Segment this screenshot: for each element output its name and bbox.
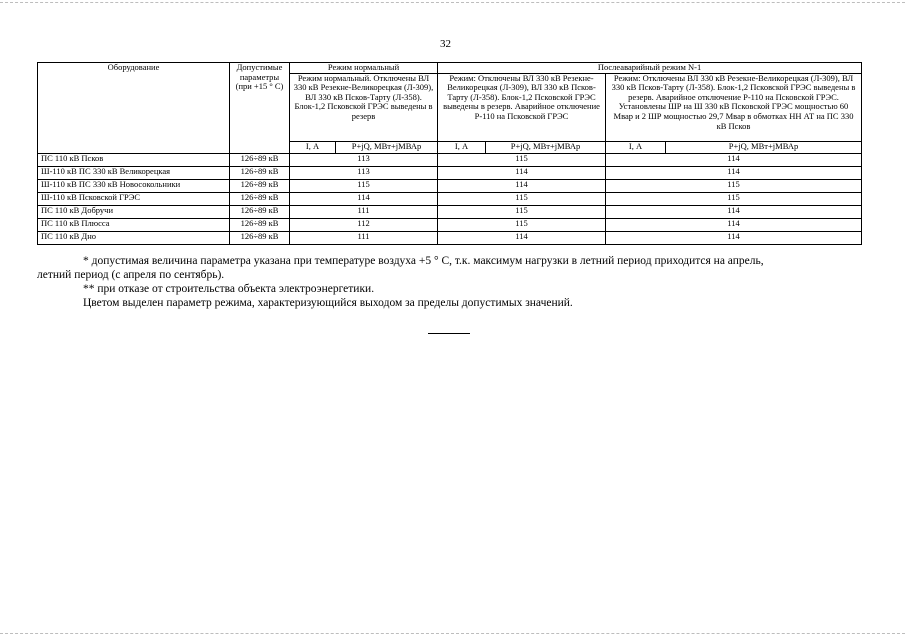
header-emergency-mode: Послеаварийный режим N-1 — [438, 63, 862, 74]
row-limit: 126÷89 кВ — [230, 231, 290, 244]
row-limit: 126÷89 кВ — [230, 192, 290, 205]
table-row — [38, 153, 862, 166]
table-row — [38, 179, 862, 192]
table-row — [38, 231, 862, 244]
row-limit: 126÷89 кВ — [230, 179, 290, 192]
row-normal-value: 111 — [290, 231, 438, 244]
row-normal-value: 113 — [290, 153, 438, 166]
scan-edge-top — [0, 2, 905, 3]
scan-edge-bottom — [0, 633, 905, 634]
row-equipment-name: ПС 110 кВ Плюсса — [38, 218, 230, 231]
table-row — [38, 166, 862, 179]
header-current-normal: I, А — [290, 141, 336, 153]
page-number: 32 — [440, 38, 451, 50]
row-limit: 126÷89 кВ — [230, 205, 290, 218]
header-power-normal: P+jQ, МВт+jМВАр — [336, 141, 438, 153]
row-limit: 126÷89 кВ — [230, 166, 290, 179]
header-limits: Допустимые параметры (при +15 ° С) — [230, 63, 290, 154]
footnote-2: ** при отказе от строительства объекта электроэнергетики. — [83, 283, 375, 295]
row-emergency-1-value: 115 — [438, 218, 606, 231]
table-row — [38, 192, 862, 205]
header-current-emergency-2: I, А — [606, 141, 666, 153]
row-equipment-name: Ш-110 кВ Псковской ГРЭС — [38, 192, 230, 205]
footnote-3: Цветом выделен параметр режима, характеризующийся выходом за пределы допустимых значений. — [83, 297, 573, 309]
header-emergency-1-description: Режим: Отключены ВЛ 330 кВ Резекне-Великорецкая (Л-309), ВЛ 330 кВ Псков-Тарту (Л-358). Блок-1,2 Псковской ГРЭС выведены в резерв. Аварийное отключение Р-110 на Псковской ГРЭС — [438, 73, 606, 141]
row-equipment-name: ПС 110 кВ Псков — [38, 153, 230, 166]
footnotes — [37, 254, 861, 310]
row-equipment-name: ПС 110 кВ Добручи — [38, 205, 230, 218]
row-emergency-1-value: 115 — [438, 205, 606, 218]
row-emergency-2-value: 114 — [606, 218, 862, 231]
row-emergency-2-value: 115 — [606, 192, 862, 205]
row-emergency-2-value: 114 — [606, 166, 862, 179]
footnote-1-line-1: * допустимая величина параметра указана при температуре воздуха +5 ° С, т.к. максимум нагрузки в летний период приходится на апрель, — [83, 255, 764, 267]
row-emergency-1-value: 115 — [438, 192, 606, 205]
header-power-emergency-2: P+jQ, МВт+jМВАр — [666, 141, 862, 153]
table-row — [38, 218, 862, 231]
row-normal-value: 113 — [290, 166, 438, 179]
row-emergency-1-value: 115 — [438, 153, 606, 166]
row-normal-value: 111 — [290, 205, 438, 218]
row-normal-value: 112 — [290, 218, 438, 231]
table-row — [38, 205, 862, 218]
row-normal-value: 114 — [290, 192, 438, 205]
row-equipment-name: Ш-110 кВ ПС 330 кВ Новосокольники — [38, 179, 230, 192]
section-divider — [428, 333, 470, 334]
header-current-emergency-1: I, А — [438, 141, 486, 153]
row-emergency-2-value: 114 — [606, 205, 862, 218]
voltage-table — [37, 62, 862, 245]
header-emergency-2-description: Режим: Отключены ВЛ 330 кВ Резекне-Великорецкая (Л-309), ВЛ 330 кВ Псков-Тарту (Л-358). Блок-1,2 Псковской ГРЭС выведены в резерв. Аварийное отключение Р-110 на Псковской ГРЭС. Установлены ШР на Ш 330 кВ Псковской ГРЭС мощностью 60 Мвар и 2 ШР мощностью 29,7 Мвар в обмотках НН АТ на ПС 330 кВ Псков — [606, 73, 862, 141]
row-normal-value: 115 — [290, 179, 438, 192]
row-limit: 126÷89 кВ — [230, 218, 290, 231]
header-power-emergency-1: P+jQ, МВт+jМВАр — [486, 141, 606, 153]
row-limit: 126÷89 кВ — [230, 153, 290, 166]
footnote-1-line-2: летний период (с апреля по сентябрь). — [37, 269, 225, 281]
row-emergency-1-value: 114 — [438, 179, 606, 192]
row-equipment-name: ПС 110 кВ Дно — [38, 231, 230, 244]
row-emergency-1-value: 114 — [438, 231, 606, 244]
row-emergency-1-value: 114 — [438, 166, 606, 179]
row-emergency-2-value: 114 — [606, 153, 862, 166]
row-emergency-2-value: 114 — [606, 231, 862, 244]
row-emergency-2-value: 115 — [606, 179, 862, 192]
header-equipment: Оборудование — [38, 63, 230, 154]
row-equipment-name: Ш-110 кВ ПС 330 кВ Великорецкая — [38, 166, 230, 179]
header-normal-description: Режим нормальный. Отключены ВЛ 330 кВ Резекне-Великорецкая (Л-309), ВЛ 330 кВ Псков-Тарту (Л-358). Блок-1,2 Псковской ГРЭС выведены в резерв — [290, 73, 438, 141]
header-normal-mode: Режим нормальный — [290, 63, 438, 74]
